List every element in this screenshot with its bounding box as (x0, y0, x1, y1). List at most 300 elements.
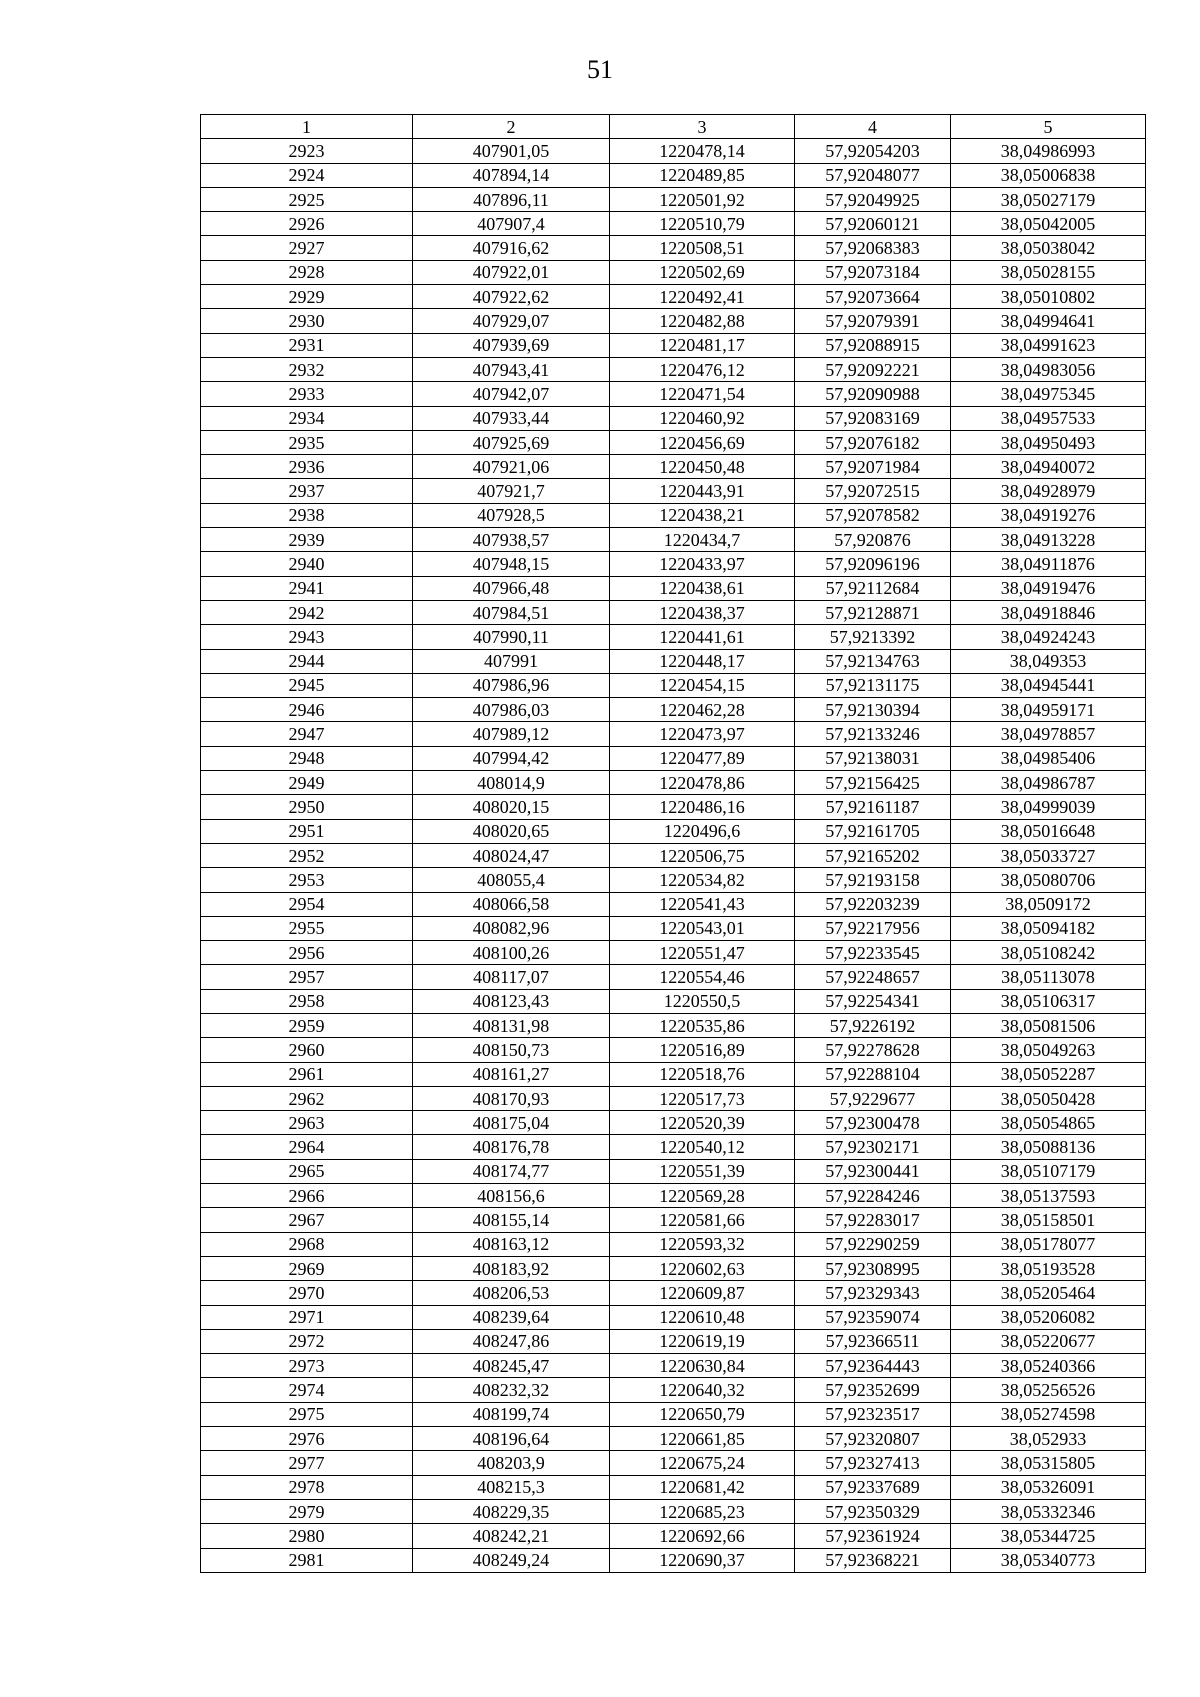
table-row (201, 260, 1146, 284)
table-cell: 1220609,87 (610, 1281, 795, 1305)
table-row (201, 649, 1146, 673)
table-cell: 408229,35 (413, 1499, 610, 1523)
table-row (201, 1038, 1146, 1062)
table-cell: 1220534,82 (610, 868, 795, 892)
table-cell: 38,04957533 (951, 406, 1146, 430)
table-cell: 57,92203239 (795, 892, 951, 916)
table-cell: 2972 (201, 1329, 413, 1353)
table-cell: 407943,41 (413, 357, 610, 381)
table-cell: 38,05088136 (951, 1135, 1146, 1159)
table-cell: 38,05113078 (951, 965, 1146, 989)
table-cell: 57,92156425 (795, 771, 951, 795)
table-cell: 408156,6 (413, 1184, 610, 1208)
table-cell: 1220640,32 (610, 1378, 795, 1402)
table-row (201, 1524, 1146, 1548)
table-row (201, 1402, 1146, 1426)
table-cell: 1220460,92 (610, 406, 795, 430)
table-row (201, 892, 1146, 916)
table-cell: 2952 (201, 843, 413, 867)
table-cell: 2936 (201, 455, 413, 479)
table-cell: 408123,43 (413, 989, 610, 1013)
table-cell: 38,05108242 (951, 941, 1146, 965)
table-cell: 57,92350329 (795, 1499, 951, 1523)
table-cell: 1220551,47 (610, 941, 795, 965)
table-row (201, 1013, 1146, 1037)
table-row (201, 382, 1146, 406)
table-cell: 1220443,91 (610, 479, 795, 503)
table-cell: 57,92134763 (795, 649, 951, 673)
table-cell: 1220508,51 (610, 236, 795, 260)
table-cell: 2975 (201, 1402, 413, 1426)
table-cell: 407966,48 (413, 576, 610, 600)
table-cell: 38,05315805 (951, 1451, 1146, 1475)
table-cell: 1220501,92 (610, 187, 795, 211)
table-cell: 2979 (201, 1499, 413, 1523)
table-cell: 57,92323517 (795, 1402, 951, 1426)
table-cell: 2931 (201, 333, 413, 357)
table-cell: 1220438,37 (610, 600, 795, 624)
table-cell: 2938 (201, 503, 413, 527)
table-cell: 407922,62 (413, 285, 610, 309)
table-cell: 38,04986787 (951, 771, 1146, 795)
table-cell: 38,05220677 (951, 1329, 1146, 1353)
table-cell: 407894,14 (413, 163, 610, 187)
table-row (201, 1208, 1146, 1232)
table-row (201, 1062, 1146, 1086)
table-cell: 408066,58 (413, 892, 610, 916)
table-cell: 1220471,54 (610, 382, 795, 406)
table-row (201, 455, 1146, 479)
table-cell: 2980 (201, 1524, 413, 1548)
table-cell: 1220690,37 (610, 1548, 795, 1572)
table-row (201, 1548, 1146, 1572)
table-cell: 1220550,5 (610, 989, 795, 1013)
table-row (201, 1232, 1146, 1256)
table-cell: 38,04983056 (951, 357, 1146, 381)
table-cell: 2935 (201, 430, 413, 454)
table-cell: 38,05340773 (951, 1548, 1146, 1572)
table-cell: 407921,7 (413, 479, 610, 503)
table-cell: 38,04985406 (951, 746, 1146, 770)
table-cell: 57,92071984 (795, 455, 951, 479)
table-cell: 57,92072515 (795, 479, 951, 503)
table-cell: 1220516,89 (610, 1038, 795, 1062)
table-cell: 57,9213392 (795, 625, 951, 649)
table-cell: 57,92284246 (795, 1184, 951, 1208)
table-cell: 38,05010802 (951, 285, 1146, 309)
table-row (201, 1499, 1146, 1523)
table-cell: 408020,15 (413, 795, 610, 819)
table-cell: 1220554,46 (610, 965, 795, 989)
table-cell: 38,05050428 (951, 1086, 1146, 1110)
table-cell: 38,05054865 (951, 1111, 1146, 1135)
table-cell: 2930 (201, 309, 413, 333)
table-cell: 38,05332346 (951, 1499, 1146, 1523)
table-cell: 38,04978857 (951, 722, 1146, 746)
table-cell: 408014,9 (413, 771, 610, 795)
table-cell: 57,92327413 (795, 1451, 951, 1475)
table-cell: 2937 (201, 479, 413, 503)
table-cell: 408082,96 (413, 916, 610, 940)
table-cell: 57,92078582 (795, 503, 951, 527)
table-cell: 38,05344725 (951, 1524, 1146, 1548)
table-row (201, 795, 1146, 819)
table-cell: 1220481,17 (610, 333, 795, 357)
table-cell: 57,92308995 (795, 1256, 951, 1280)
table-cell: 408245,47 (413, 1354, 610, 1378)
table-cell: 1220482,88 (610, 309, 795, 333)
table-cell: 1220506,75 (610, 843, 795, 867)
table-cell: 1220454,15 (610, 673, 795, 697)
table-cell: 38,05256526 (951, 1378, 1146, 1402)
table-cell: 2947 (201, 722, 413, 746)
table-row (201, 1111, 1146, 1135)
table-cell: 2925 (201, 187, 413, 211)
table-cell: 57,92060121 (795, 212, 951, 236)
table-cell: 38,04950493 (951, 430, 1146, 454)
table-cell: 1220438,61 (610, 576, 795, 600)
table-cell: 2934 (201, 406, 413, 430)
table-cell: 407928,5 (413, 503, 610, 527)
table-cell: 1220473,97 (610, 722, 795, 746)
table-row (201, 285, 1146, 309)
table-cell: 57,92329343 (795, 1281, 951, 1305)
column-header-5: 5 (951, 115, 1146, 139)
table-cell: 57,92361924 (795, 1524, 951, 1548)
table-cell: 2950 (201, 795, 413, 819)
table-cell: 57,92300441 (795, 1159, 951, 1183)
table-row (201, 1354, 1146, 1378)
table-cell: 38,04945441 (951, 673, 1146, 697)
table-cell: 38,04975345 (951, 382, 1146, 406)
table-cell: 2942 (201, 600, 413, 624)
table-cell: 2951 (201, 819, 413, 843)
table-cell: 2963 (201, 1111, 413, 1135)
table-cell: 57,92079391 (795, 309, 951, 333)
table-row (201, 965, 1146, 989)
table-cell: 1220486,16 (610, 795, 795, 819)
table-cell: 57,92352699 (795, 1378, 951, 1402)
table-cell: 57,92068383 (795, 236, 951, 260)
table-cell: 408100,26 (413, 941, 610, 965)
table-cell: 57,92073664 (795, 285, 951, 309)
table-cell: 2967 (201, 1208, 413, 1232)
table-cell: 38,05274598 (951, 1402, 1146, 1426)
table-cell: 38,05049263 (951, 1038, 1146, 1062)
table-row (201, 1159, 1146, 1183)
page-number: 51 (587, 55, 613, 84)
table-cell: 1220675,24 (610, 1451, 795, 1475)
table-cell: 407986,03 (413, 698, 610, 722)
table-row (201, 309, 1146, 333)
table-cell: 1220619,19 (610, 1329, 795, 1353)
table-cell: 57,92217956 (795, 916, 951, 940)
table-cell: 57,92368221 (795, 1548, 951, 1572)
table-cell: 1220593,32 (610, 1232, 795, 1256)
table-cell: 408155,14 (413, 1208, 610, 1232)
table-cell: 408024,47 (413, 843, 610, 867)
table-cell: 2960 (201, 1038, 413, 1062)
table-cell: 38,04924243 (951, 625, 1146, 649)
table-cell: 2978 (201, 1475, 413, 1499)
table-cell: 1220433,97 (610, 552, 795, 576)
table-row (201, 1427, 1146, 1451)
table-cell: 1220518,76 (610, 1062, 795, 1086)
table-cell: 2968 (201, 1232, 413, 1256)
table-cell: 407939,69 (413, 333, 610, 357)
table-cell: 38,04919276 (951, 503, 1146, 527)
table-cell: 2957 (201, 965, 413, 989)
table-cell: 57,92112684 (795, 576, 951, 600)
table-cell: 408249,24 (413, 1548, 610, 1572)
header-row (201, 115, 1146, 139)
table-cell: 1220489,85 (610, 163, 795, 187)
table-cell: 57,92083169 (795, 406, 951, 430)
table-cell: 2945 (201, 673, 413, 697)
table-cell: 407991 (413, 649, 610, 673)
table-cell: 408247,86 (413, 1329, 610, 1353)
table-cell: 57,92290259 (795, 1232, 951, 1256)
table-cell: 38,04913228 (951, 528, 1146, 552)
table-cell: 408161,27 (413, 1062, 610, 1086)
table-cell: 2948 (201, 746, 413, 770)
table-row (201, 1184, 1146, 1208)
table-cell: 38,05028155 (951, 260, 1146, 284)
table-cell: 38,05205464 (951, 1281, 1146, 1305)
table-cell: 1220478,14 (610, 139, 795, 163)
table-cell: 38,05016648 (951, 819, 1146, 843)
table-cell: 407896,11 (413, 187, 610, 211)
table-cell: 1220510,79 (610, 212, 795, 236)
coordinates-table (200, 114, 1146, 1573)
table-cell: 408232,32 (413, 1378, 610, 1402)
table-cell: 2946 (201, 698, 413, 722)
table-cell: 2958 (201, 989, 413, 1013)
table-cell: 1220450,48 (610, 455, 795, 479)
table-cell: 38,04994641 (951, 309, 1146, 333)
table-cell: 57,92278628 (795, 1038, 951, 1062)
table-cell: 1220476,12 (610, 357, 795, 381)
table-cell: 38,05080706 (951, 868, 1146, 892)
table-cell: 57,92337689 (795, 1475, 951, 1499)
table-cell: 57,92088915 (795, 333, 951, 357)
table-cell: 38,05193528 (951, 1256, 1146, 1280)
table-cell: 38,0509172 (951, 892, 1146, 916)
table-row (201, 479, 1146, 503)
table-cell: 38,05006838 (951, 163, 1146, 187)
table-cell: 57,92248657 (795, 965, 951, 989)
table-cell: 2956 (201, 941, 413, 965)
table-cell: 408215,3 (413, 1475, 610, 1499)
column-header-2: 2 (413, 115, 610, 139)
table-cell: 57,92283017 (795, 1208, 951, 1232)
table-cell: 1220543,01 (610, 916, 795, 940)
table-cell: 1220569,28 (610, 1184, 795, 1208)
table-cell: 407984,51 (413, 600, 610, 624)
table-cell: 57,92128871 (795, 600, 951, 624)
column-header-3: 3 (610, 115, 795, 139)
table-row (201, 333, 1146, 357)
table-cell: 2961 (201, 1062, 413, 1086)
table-cell: 2959 (201, 1013, 413, 1037)
table-cell: 1220502,69 (610, 260, 795, 284)
table-row (201, 576, 1146, 600)
table-cell: 57,92096196 (795, 552, 951, 576)
table-body (201, 139, 1146, 1573)
table-row (201, 868, 1146, 892)
table-cell: 57,92073184 (795, 260, 951, 284)
table-cell: 408170,93 (413, 1086, 610, 1110)
table-cell: 408117,07 (413, 965, 610, 989)
table-cell: 57,92288104 (795, 1062, 951, 1086)
table-cell: 38,05094182 (951, 916, 1146, 940)
table-cell: 1220456,69 (610, 430, 795, 454)
table-row (201, 528, 1146, 552)
table-cell: 38,04986993 (951, 139, 1146, 163)
table-cell: 1220650,79 (610, 1402, 795, 1426)
table-cell: 1220496,6 (610, 819, 795, 843)
table-row (201, 746, 1146, 770)
table-row (201, 1475, 1146, 1499)
table-cell: 408242,21 (413, 1524, 610, 1548)
table-cell: 38,05042005 (951, 212, 1146, 236)
table-cell: 38,05206082 (951, 1305, 1146, 1329)
table-row (201, 722, 1146, 746)
table-cell: 408199,74 (413, 1402, 610, 1426)
table-cell: 2949 (201, 771, 413, 795)
table-cell: 2927 (201, 236, 413, 260)
table-cell: 57,92300478 (795, 1111, 951, 1135)
table-cell: 1220448,17 (610, 649, 795, 673)
table-cell: 1220535,86 (610, 1013, 795, 1037)
table-row (201, 771, 1146, 795)
table-cell: 57,92366511 (795, 1329, 951, 1353)
table-cell: 1220610,48 (610, 1305, 795, 1329)
table-cell: 407929,07 (413, 309, 610, 333)
table-cell: 38,05081506 (951, 1013, 1146, 1037)
table-cell: 38,04991623 (951, 333, 1146, 357)
table-cell: 407948,15 (413, 552, 610, 576)
table-cell: 1220602,63 (610, 1256, 795, 1280)
table-cell: 2923 (201, 139, 413, 163)
table-row (201, 625, 1146, 649)
table-cell: 38,05106317 (951, 989, 1146, 1013)
table-cell: 57,92130394 (795, 698, 951, 722)
table-cell: 1220434,7 (610, 528, 795, 552)
table-cell: 408183,92 (413, 1256, 610, 1280)
table-row (201, 236, 1146, 260)
table-cell: 2940 (201, 552, 413, 576)
table-cell: 38,04999039 (951, 795, 1146, 819)
table-row (201, 552, 1146, 576)
table-row (201, 430, 1146, 454)
table-cell: 2977 (201, 1451, 413, 1475)
table-cell: 1220441,61 (610, 625, 795, 649)
table-cell: 1220581,66 (610, 1208, 795, 1232)
table-cell: 408175,04 (413, 1111, 610, 1135)
table-cell: 2943 (201, 625, 413, 649)
table-cell: 408239,64 (413, 1305, 610, 1329)
table-cell: 57,9226192 (795, 1013, 951, 1037)
table-cell: 407942,07 (413, 382, 610, 406)
table-cell: 38,05178077 (951, 1232, 1146, 1256)
table-cell: 1220492,41 (610, 285, 795, 309)
table-cell: 1220438,21 (610, 503, 795, 527)
table-cell: 2964 (201, 1135, 413, 1159)
table-cell: 2973 (201, 1354, 413, 1378)
table-row (201, 1281, 1146, 1305)
column-header-1: 1 (201, 115, 413, 139)
table-cell: 57,92302171 (795, 1135, 951, 1159)
table-cell: 2941 (201, 576, 413, 600)
table-cell: 2932 (201, 357, 413, 381)
table-header (201, 115, 1146, 139)
table-cell: 1220478,86 (610, 771, 795, 795)
table-cell: 57,92233545 (795, 941, 951, 965)
table-cell: 407907,4 (413, 212, 610, 236)
table-cell: 407916,62 (413, 236, 610, 260)
table-cell: 2971 (201, 1305, 413, 1329)
table-cell: 408176,78 (413, 1135, 610, 1159)
table-cell: 57,92092221 (795, 357, 951, 381)
table-row (201, 843, 1146, 867)
table-cell: 2944 (201, 649, 413, 673)
table-cell: 38,04959171 (951, 698, 1146, 722)
table-cell: 57,92320807 (795, 1427, 951, 1451)
table-cell: 408020,65 (413, 819, 610, 843)
table-cell: 1220551,39 (610, 1159, 795, 1183)
table-cell: 38,05038042 (951, 236, 1146, 260)
table-row (201, 600, 1146, 624)
table-row (201, 1378, 1146, 1402)
table-row (201, 1305, 1146, 1329)
table-row (201, 1329, 1146, 1353)
table-cell: 38,05027179 (951, 187, 1146, 211)
table-row (201, 698, 1146, 722)
table-cell: 1220520,39 (610, 1111, 795, 1135)
table-cell: 407933,44 (413, 406, 610, 430)
table-cell: 2965 (201, 1159, 413, 1183)
table-cell: 57,92049925 (795, 187, 951, 211)
table-cell: 408163,12 (413, 1232, 610, 1256)
table-cell: 1220517,73 (610, 1086, 795, 1110)
table-cell: 57,92054203 (795, 139, 951, 163)
table-cell: 1220462,28 (610, 698, 795, 722)
table-cell: 2924 (201, 163, 413, 187)
table-row (201, 163, 1146, 187)
table-cell: 38,05107179 (951, 1159, 1146, 1183)
table-cell: 408206,53 (413, 1281, 610, 1305)
table-cell: 1220630,84 (610, 1354, 795, 1378)
table-cell: 1220692,66 (610, 1524, 795, 1548)
table-cell: 407938,57 (413, 528, 610, 552)
table-cell: 1220681,42 (610, 1475, 795, 1499)
table-cell: 2933 (201, 382, 413, 406)
table-cell: 1220540,12 (610, 1135, 795, 1159)
table-cell: 408150,73 (413, 1038, 610, 1062)
table-cell: 57,92364443 (795, 1354, 951, 1378)
table-cell: 38,049353 (951, 649, 1146, 673)
table-cell: 408055,4 (413, 868, 610, 892)
table-cell: 407901,05 (413, 139, 610, 163)
table-cell: 57,92254341 (795, 989, 951, 1013)
table-row (201, 1086, 1146, 1110)
table-cell: 407989,12 (413, 722, 610, 746)
table-cell: 38,05158501 (951, 1208, 1146, 1232)
table-cell: 408174,77 (413, 1159, 610, 1183)
table-cell: 1220685,23 (610, 1499, 795, 1523)
table-cell: 57,92138031 (795, 746, 951, 770)
